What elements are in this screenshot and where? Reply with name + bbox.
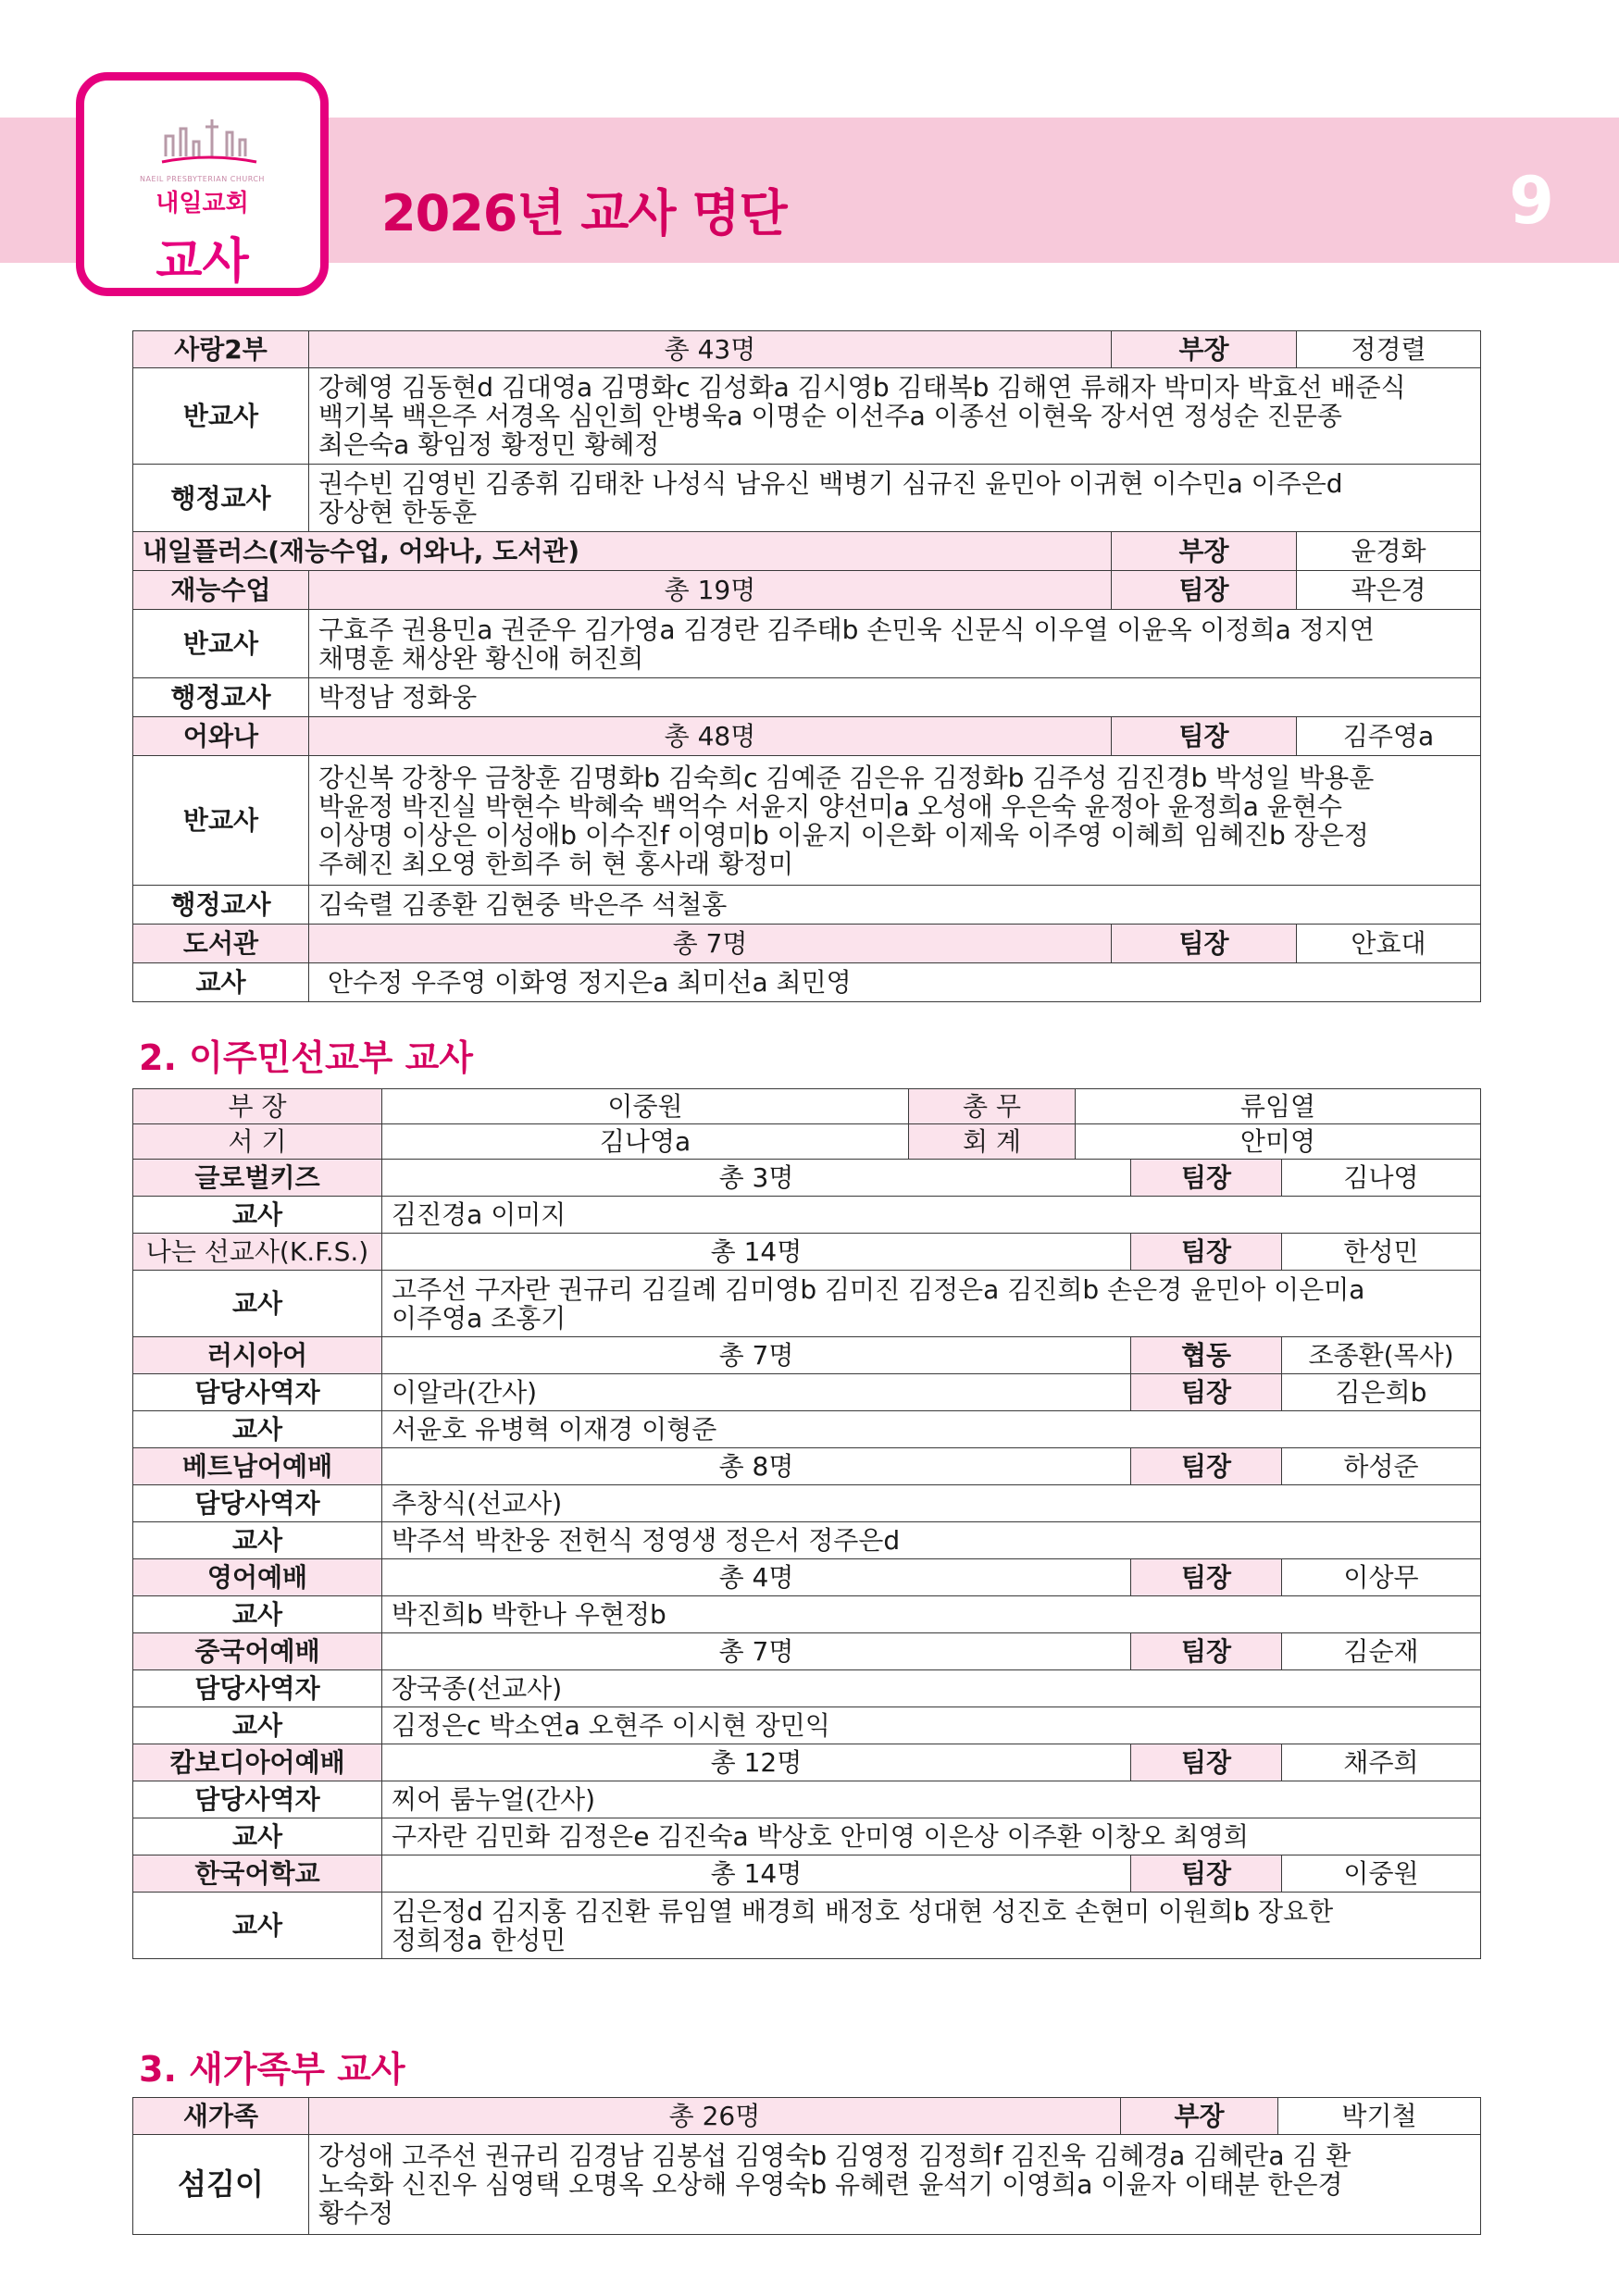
names-cell: [309, 465, 1481, 532]
row-label: 교사: [133, 1411, 382, 1448]
table-row: [133, 1411, 1481, 1448]
officer-label: 회 계: [909, 1124, 1076, 1160]
total-cell: 총 7명: [382, 1337, 1131, 1374]
total-cell: 총 3명: [382, 1160, 1131, 1197]
names-cell: [309, 756, 1481, 886]
names-cell: 박정남 정화웅: [309, 678, 1481, 717]
row-label: 행정교사: [133, 886, 309, 925]
head-cell: 김은희b: [1282, 1374, 1481, 1411]
plus-label: 내일플러스(재능수업, 어와나, 도서관): [133, 532, 1112, 571]
names-line: 이알라(간사): [392, 1377, 538, 1408]
table-row: [133, 925, 1481, 963]
names-line: 김진경a 이미지: [392, 1199, 567, 1230]
row-label: 반교사: [133, 756, 309, 886]
head-cell: 한성민: [1282, 1234, 1481, 1271]
names-cell: [382, 1522, 1481, 1559]
table-row: [133, 2098, 1481, 2135]
total-cell: 총 19명: [309, 571, 1112, 610]
table-row: [133, 1448, 1481, 1485]
names-cell: [382, 1893, 1481, 1959]
table-row: [133, 1559, 1481, 1596]
officer-label: 부 장: [133, 1089, 382, 1124]
officer-value: 김나영a: [382, 1124, 909, 1160]
table-row: [133, 717, 1481, 756]
section2-groups-table: [132, 1159, 1481, 1959]
officer-value: 이중원: [382, 1089, 909, 1124]
table-row: [133, 1893, 1481, 1959]
head-cell: 김나영: [1282, 1160, 1481, 1197]
dept-cell: 캄보디아어예배: [133, 1744, 382, 1781]
names-cell: [382, 1197, 1481, 1234]
page-title: 2026년 교사 명단: [381, 184, 787, 242]
names-line: 김은정d 김지홍 김진환 류임열 배경희 배정호 성대현 성진호 손현미 이원희b 장요한: [392, 1895, 1334, 1927]
dept-cell: 사랑2부: [133, 331, 309, 368]
names-line: 구효주 권용민a 권준우 김가영a 김경란 김주태b 손민욱 신문식 이우열 이윤옥 이정희a 정지연: [318, 614, 1375, 645]
names-line: 고주선 구자란 권규리 김길례 김미영b 김미진 김정은a 김진희b 손은경 윤민아 이은미a: [392, 1273, 1365, 1305]
total-cell: 총 14명: [382, 1855, 1131, 1893]
row-label: 행정교사: [133, 465, 309, 532]
names-line: 강신복 강창우 금창훈 김명화b 김숙희c 김예준 김은유 김정화b 김주성 김진경b 박성일 박용훈: [318, 762, 1375, 793]
dept-cell: 재능수업: [133, 571, 309, 610]
names-cell: [382, 1374, 1131, 1411]
head-cell: 이중원: [1282, 1855, 1481, 1893]
head-cell: 조종환(목사): [1282, 1337, 1481, 1374]
row-label: 교사: [133, 1893, 382, 1959]
church-logo-box: [76, 72, 329, 296]
table-row: [133, 1744, 1481, 1781]
names-cell: [382, 1781, 1481, 1818]
table-row: [133, 1089, 1481, 1124]
role-cell: 협동: [1131, 1337, 1282, 1374]
row-label: 담당사역자: [133, 1670, 382, 1707]
dept-cell: 어와나: [133, 717, 309, 756]
role-cell: 팀장: [1131, 1234, 1282, 1271]
table-row: [133, 1271, 1481, 1337]
table-row: [133, 1197, 1481, 1234]
names-line: 구자란 김민화 김정은e 김진숙a 박상호 안미영 이은상 이주환 이창오 최영희: [392, 1821, 1249, 1852]
total-cell: 총 7명: [382, 1633, 1131, 1670]
names-line: 이상명 이상은 이성애b 이수진f 이영미b 이윤지 이은화 이제욱 이주영 이혜희 임혜진b 장은정: [318, 819, 1369, 850]
table-row: [133, 1374, 1481, 1411]
table-row: [133, 1124, 1481, 1160]
table-row: [133, 532, 1481, 571]
names-cell: [382, 1707, 1481, 1744]
table-row: [133, 571, 1481, 610]
role-cell: 팀장: [1131, 1633, 1282, 1670]
section2-title: 2. 이주민선교부 교사: [139, 1037, 473, 1078]
role-cell: 팀장: [1131, 1744, 1282, 1781]
names-cell: 안수정 우주영 이화영 정지은a 최미선a 최민영: [309, 963, 1481, 1002]
section2-officers-table: [132, 1088, 1481, 1160]
names-line: 주혜진 최오영 한희주 허 현 홍사래 황정미: [318, 848, 794, 879]
names-line: 강성애 고주선 권규리 김경남 김봉섭 김영숙b 김영정 김정희f 김진욱 김혜경a 김혜란a 김 환: [318, 2141, 1351, 2171]
row-label: 교사: [133, 1271, 382, 1337]
names-line: 박진희b 박한나 우현정b: [392, 1599, 666, 1630]
table-row: [133, 1707, 1481, 1744]
names-line: 서윤호 유병혁 이재경 이형준: [392, 1414, 717, 1445]
total-cell: 총 7명: [309, 925, 1112, 963]
table-row: [133, 1818, 1481, 1855]
names-cell: [382, 1818, 1481, 1855]
table-row: [133, 1160, 1481, 1197]
row-label: 행정교사: [133, 678, 309, 717]
table-row: [133, 756, 1481, 886]
names-line: 박주석 박찬웅 전헌식 정영생 정은서 정주은d: [392, 1525, 901, 1556]
table-row: [133, 1234, 1481, 1271]
row-label: 섬김이: [133, 2135, 309, 2235]
category-label: 교사: [156, 234, 249, 290]
dept-cell: 중국어예배: [133, 1633, 382, 1670]
names-cell: [382, 1670, 1481, 1707]
row-label: 담당사역자: [133, 1374, 382, 1411]
officer-value: 류임열: [1076, 1089, 1481, 1124]
head-cell: 이상무: [1282, 1559, 1481, 1596]
names-line: 정희정a 한성민: [392, 1924, 567, 1955]
officer-label: 총 무: [909, 1089, 1076, 1124]
table-row: [133, 886, 1481, 925]
role-cell: 팀장: [1131, 1160, 1282, 1197]
dept-cell: 러시아어: [133, 1337, 382, 1374]
role-cell: 팀장: [1131, 1374, 1282, 1411]
row-label: 교사: [133, 963, 309, 1002]
names-line: 장상현 한동훈: [318, 497, 478, 527]
role-cell: 부장: [1112, 331, 1297, 368]
logo-subtitle: NAEIL PRESBYTERIAN CHURCH: [140, 175, 265, 183]
names-line: 최은숙a 황임정 황정민 황혜정: [318, 429, 660, 460]
church-logo-icon: [158, 116, 260, 169]
total-cell: 총 14명: [382, 1234, 1131, 1271]
role-cell: 팀장: [1131, 1855, 1282, 1893]
dept-cell: 글로벌키즈: [133, 1160, 382, 1197]
names-cell: [382, 1271, 1481, 1337]
row-label: 반교사: [133, 610, 309, 678]
names-cell: [309, 610, 1481, 678]
table-row: [133, 2135, 1481, 2235]
names-line: 노숙화 신진우 심영택 오명옥 오상해 우영숙b 유혜련 윤석기 이영희a 이윤자 이태분 한은경: [318, 2169, 1343, 2200]
logo-name: 내일교회: [156, 190, 249, 217]
total-cell: 총 4명: [382, 1559, 1131, 1596]
names-cell: [382, 1485, 1481, 1522]
table-row: [133, 610, 1481, 678]
head-cell: 곽은경: [1297, 571, 1481, 610]
head-cell: 정경렬: [1297, 331, 1481, 368]
table-row: [133, 331, 1481, 368]
row-label: 교사: [133, 1522, 382, 1559]
table-row: [133, 963, 1481, 1002]
role-cell: 부장: [1112, 532, 1297, 571]
table-row: [133, 1781, 1481, 1818]
table-row: [133, 465, 1481, 532]
names-cell: [382, 1411, 1481, 1448]
row-label: 반교사: [133, 368, 309, 465]
total-cell: 총 8명: [382, 1448, 1131, 1485]
role-cell: 팀장: [1131, 1448, 1282, 1485]
row-label: 교사: [133, 1818, 382, 1855]
names-line: 박윤정 박진실 박현수 박혜숙 백억수 서윤지 양선미a 오성애 우은숙 윤정아 윤정희a 윤현수: [318, 790, 1342, 822]
dept-cell: 도서관: [133, 925, 309, 963]
table-row: [133, 368, 1481, 465]
row-label: 담당사역자: [133, 1485, 382, 1522]
names-line: 권수빈 김영빈 김종휘 김태찬 나성식 남유신 백병기 심규진 윤민아 이귀현 이수민a 이주은d: [318, 468, 1343, 499]
head-cell: 하성준: [1282, 1448, 1481, 1485]
table-row: [133, 1337, 1481, 1374]
officer-value: 안미영: [1076, 1124, 1481, 1160]
total-cell: 총 43명: [309, 331, 1112, 368]
names-line: 이주영a 조홍기: [392, 1302, 567, 1334]
head-cell: 김주영a: [1297, 717, 1481, 756]
dept-cell: 베트남어예배: [133, 1448, 382, 1485]
head-cell: 김순재: [1282, 1633, 1481, 1670]
row-label: 교사: [133, 1707, 382, 1744]
total-cell: 총 26명: [309, 2098, 1121, 2135]
dept-cell: 나는 선교사(K.F.S.): [133, 1234, 382, 1271]
row-label: 담당사역자: [133, 1781, 382, 1818]
table-row: [133, 1522, 1481, 1559]
officer-label: 서 기: [133, 1124, 382, 1160]
dept-cell: 새가족: [133, 2098, 309, 2135]
table-row: [133, 1633, 1481, 1670]
names-line: 채명훈 채상완 황신애 허진희: [318, 642, 644, 674]
names-line: 장국종(선교사): [392, 1673, 563, 1704]
section1-table: [132, 330, 1481, 1002]
role-cell: 팀장: [1112, 925, 1297, 963]
names-line: 찌어 룸누얼(간사): [392, 1784, 596, 1815]
names-cell: [309, 368, 1481, 465]
names-cell: [309, 2135, 1481, 2235]
dept-cell: 한국어학교: [133, 1855, 382, 1893]
row-label: 교사: [133, 1197, 382, 1234]
head-cell: 안효대: [1297, 925, 1481, 963]
role-cell: 팀장: [1131, 1559, 1282, 1596]
names-cell: 김숙렬 김종환 김현중 박은주 석철홍: [309, 886, 1481, 925]
table-row: [133, 1670, 1481, 1707]
names-line: 김정은c 박소연a 오현주 이시현 장민익: [392, 1710, 830, 1741]
row-label: 교사: [133, 1596, 382, 1633]
role-cell: 팀장: [1112, 717, 1297, 756]
names-line: 강혜영 김동현d 김대영a 김명화c 김성화a 김시영b 김태복b 김해연 류해자 박미자 박효선 배준식: [318, 372, 1406, 403]
names-line: 황수정: [318, 2198, 394, 2228]
table-row: [133, 1855, 1481, 1893]
table-row: [133, 678, 1481, 717]
page-number: 9: [1509, 163, 1554, 239]
table-row: [133, 1485, 1481, 1522]
names-cell: [382, 1596, 1481, 1633]
names-line: 백기복 백은주 서경옥 심인희 안병욱a 이명순 이선주a 이종선 이현욱 장서연 정성순 진문종: [318, 401, 1342, 431]
section3-table: [132, 2097, 1481, 2235]
table-row: [133, 1596, 1481, 1633]
section3-title: 3. 새가족부 교사: [139, 2049, 405, 2090]
total-cell: 총 48명: [309, 717, 1112, 756]
role-cell: 부장: [1121, 2098, 1278, 2135]
head-cell: 채주희: [1282, 1744, 1481, 1781]
dept-cell: 영어예배: [133, 1559, 382, 1596]
head-cell: 박기철: [1278, 2098, 1481, 2135]
role-cell: 팀장: [1112, 571, 1297, 610]
total-cell: 총 12명: [382, 1744, 1131, 1781]
names-line: 추창식(선교사): [392, 1488, 563, 1519]
head-cell: 윤경화: [1297, 532, 1481, 571]
